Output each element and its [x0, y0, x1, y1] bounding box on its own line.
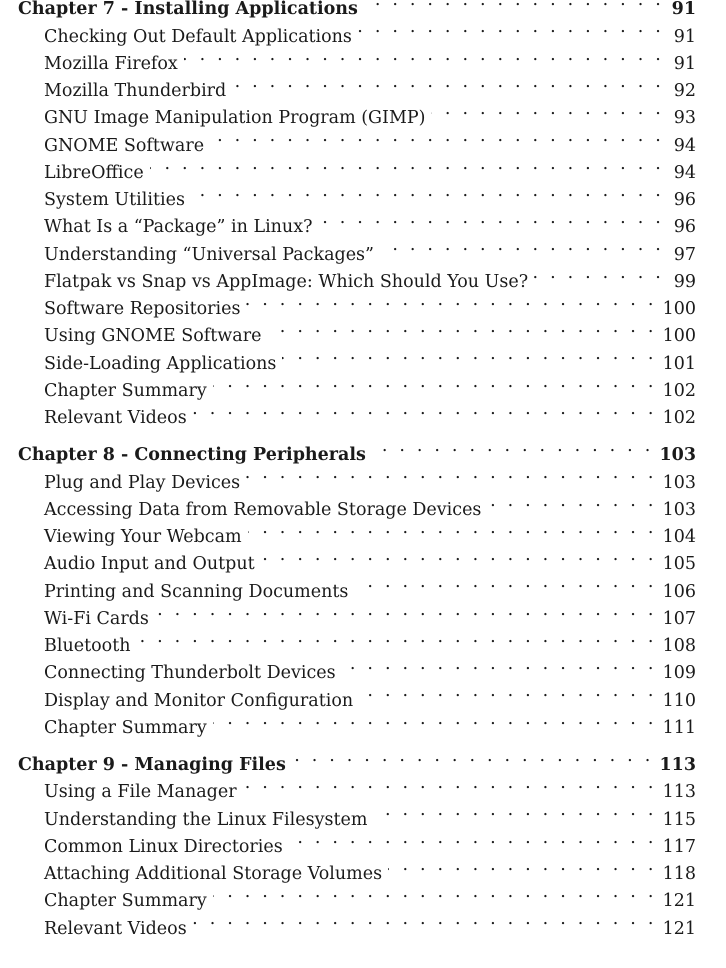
entry-title: Display and Monitor Configuration [44, 690, 354, 711]
entry-title: Viewing Your Webcam [44, 527, 242, 547]
entry-title: Understanding “Universal Packages” [44, 244, 374, 265]
page-number: 102 [662, 380, 696, 401]
dot-leader [191, 178, 664, 205]
dot-leader [246, 287, 656, 314]
page-number: 103 [659, 445, 696, 466]
dot-leader [150, 151, 664, 178]
dot-leader [213, 369, 657, 396]
dot-leader [210, 123, 664, 150]
page-number: 92 [673, 81, 696, 101]
page-number: 91 [673, 26, 696, 47]
entry-title: GNOME Software [44, 135, 205, 156]
entry-title: System Utilities [44, 190, 185, 210]
dot-leader [193, 396, 657, 423]
chapter-7-section [0, 0, 726, 428]
dot-leader [213, 706, 657, 733]
chapter-title: Chapter 7 - Installing Applications [18, 0, 358, 20]
entry-title: Software Repositories [44, 299, 241, 319]
entry-title: What Is a “Package” in Linux? [44, 217, 313, 238]
entry-title: Attaching Additional Storage Volumes [44, 864, 383, 884]
entry-title: GNU Image Manipulation Program (GIMP) [44, 108, 426, 129]
dot-leader [193, 906, 657, 933]
dot-leader [359, 678, 656, 705]
page-number: 96 [673, 217, 696, 238]
entry-title: Accessing Data from Removable Storage Devices [44, 499, 482, 520]
page-number: 111 [662, 717, 696, 738]
page-number: 109 [662, 663, 696, 684]
page-number: 117 [662, 836, 696, 857]
page-number: 113 [662, 782, 696, 803]
entry-title: Connecting Thunderbolt Devices [44, 663, 336, 684]
dot-leader [213, 879, 657, 906]
dot-leader [354, 569, 656, 596]
entry-title: Relevant Videos [44, 408, 187, 428]
page-number: 108 [662, 636, 696, 656]
dot-leader [282, 341, 656, 368]
page-number: 121 [662, 918, 696, 939]
page-number: 102 [662, 408, 696, 428]
dot-leader [431, 96, 664, 123]
page-number: 96 [673, 190, 696, 210]
page-number: 97 [673, 244, 696, 265]
entry-title: Plug and Play Devices [44, 472, 241, 493]
entry-title: Chapter Summary [44, 717, 207, 738]
page-number: 121 [662, 891, 696, 912]
page-number: 105 [662, 554, 696, 575]
entry-title: Mozilla Firefox [44, 53, 178, 74]
dot-leader [243, 770, 657, 797]
chapter-9-section [0, 743, 726, 939]
dot-leader [534, 260, 664, 287]
dot-leader [487, 488, 656, 515]
dot-leader [372, 433, 654, 460]
entry-title: Using a File Manager [44, 782, 237, 803]
page-number: 103 [662, 499, 696, 520]
page-number: 100 [662, 326, 696, 347]
dot-leader [267, 314, 656, 341]
entry-title: Audio Input and Output [44, 554, 255, 575]
entry-title: Mozilla Thunderbird [44, 81, 227, 101]
page-number: 104 [662, 527, 696, 547]
chapter-title: Chapter 8 - Connecting Peripherals [18, 445, 366, 466]
entry-title: Wi-Fi Cards [44, 608, 149, 629]
dot-leader [137, 624, 657, 651]
page-number: 91 [671, 0, 696, 20]
chapter-heading[interactable] [0, 743, 726, 775]
entry-title: Understanding the Linux Filesystem [44, 809, 368, 830]
entry-title: Chapter Summary [44, 891, 207, 912]
entry-title: Chapter Summary [44, 380, 207, 401]
dot-leader [155, 597, 657, 624]
chapter-heading[interactable] [0, 433, 726, 466]
dot-leader [380, 232, 664, 259]
dot-leader [184, 42, 664, 69]
entry-title: Side-Loading Applications [44, 353, 277, 374]
chapter-title: Chapter 9 - Managing Files [18, 755, 286, 775]
entry-title: Common Linux Directories [44, 836, 283, 857]
dot-leader [248, 515, 657, 542]
chapter-heading[interactable] [0, 0, 726, 20]
dot-leader [364, 0, 664, 14]
page-number: 94 [673, 162, 696, 183]
page-number: 118 [662, 864, 696, 884]
dot-leader [342, 651, 657, 678]
page-number: 101 [662, 353, 696, 374]
dot-leader [358, 14, 664, 41]
page-number: 107 [662, 608, 696, 629]
page-number: 100 [662, 299, 696, 319]
entry-title: Flatpak vs Snap vs AppImage: Which Should You Use? [44, 271, 529, 292]
page-number: 103 [662, 472, 696, 493]
dot-leader [292, 743, 654, 770]
page-number: 99 [673, 271, 696, 292]
dot-leader [261, 542, 657, 569]
entry-title: LibreOffice [44, 162, 144, 183]
entry-title: Checking Out Default Applications [44, 26, 352, 47]
dot-leader [318, 205, 664, 232]
entry-title: Using GNOME Software [44, 326, 262, 347]
dot-leader [246, 460, 656, 487]
page-number: 110 [662, 690, 696, 711]
chapter-8-section [0, 433, 726, 738]
entry-title: Printing and Scanning Documents [44, 581, 349, 602]
entry-title: Relevant Videos [44, 918, 187, 939]
dot-leader [373, 797, 656, 824]
page-number: 106 [662, 581, 696, 602]
entry-title: Bluetooth [44, 636, 131, 656]
page-number: 94 [673, 135, 696, 156]
page-number: 115 [662, 809, 696, 830]
page-number: 113 [659, 755, 696, 775]
page-number: 93 [673, 108, 696, 129]
dot-leader [289, 825, 657, 852]
dot-leader [388, 852, 657, 879]
page-number: 91 [673, 53, 696, 74]
dot-leader [232, 69, 664, 96]
